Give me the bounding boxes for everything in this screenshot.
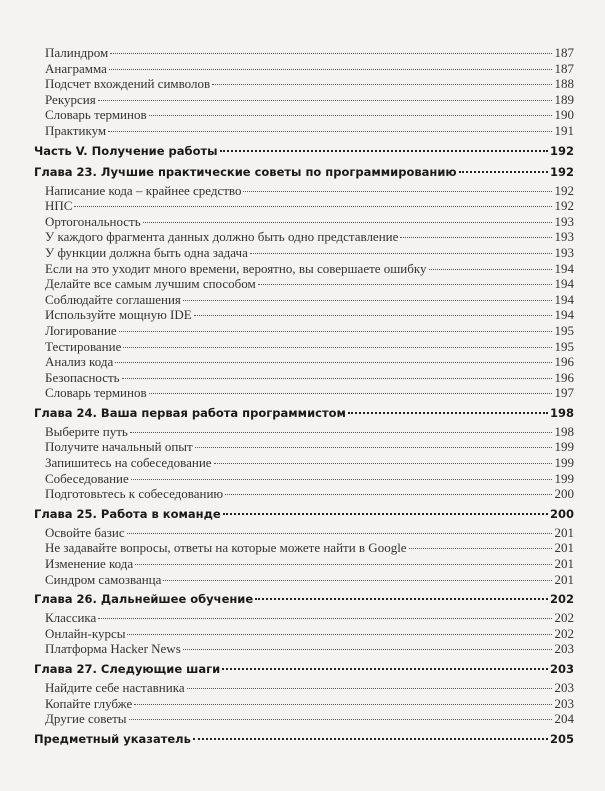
entry-title: Глава 25. Работа в команде [34, 506, 221, 521]
dot-leader [74, 206, 552, 207]
toc-section-entry [34, 370, 574, 386]
entry-page: 188 [554, 76, 574, 92]
dot-leader [109, 69, 552, 70]
dot-leader [183, 300, 552, 301]
toc-section-entry [34, 229, 574, 245]
entry-title: Подготовьтесь к собеседованию [45, 486, 224, 502]
entry-title: Соблюдайте соглашения [45, 291, 181, 307]
entry-title: Тестирование [45, 338, 122, 354]
entry-title: Ортогональность [45, 213, 141, 229]
entry-title: Получите начальный опыт [45, 439, 193, 455]
entry-page: 198 [549, 405, 574, 420]
toc-chapter-entry [34, 404, 574, 422]
toc-section-entry [34, 61, 574, 77]
entry-title: Безопасность [45, 369, 120, 385]
dot-leader [195, 447, 552, 448]
entry-page: 191 [554, 122, 574, 138]
entry-title: Другие советы [45, 711, 127, 727]
toc-section-entry [34, 45, 574, 61]
entry-title: Изменение кода [45, 556, 134, 572]
dot-leader [187, 688, 552, 689]
entry-page: 203 [554, 680, 574, 695]
dot-leader [409, 548, 552, 549]
entry-title: Часть V. Получение работы [34, 143, 218, 158]
dot-leader [127, 634, 552, 635]
entry-page: 201 [554, 524, 574, 540]
entry-title: Анализ кода [45, 354, 114, 370]
dot-leader [98, 100, 552, 101]
entry-title: Не задавайте вопросы, ответы на которые можете найти в Google [45, 540, 407, 556]
entry-page: 205 [549, 731, 574, 746]
toc-section-entry [34, 245, 574, 261]
toc-section-entry [34, 261, 574, 277]
entry-title: Освойте базис [45, 524, 125, 540]
dot-leader [258, 284, 552, 285]
toc-chapter-entry [34, 142, 574, 160]
toc-section-entry [34, 307, 574, 323]
toc-section-entry [34, 680, 574, 696]
dot-leader [212, 84, 552, 85]
entry-title: Глава 23. Лучшие практические советы по программированию [34, 164, 457, 179]
entry-title: Онлайн-курсы [45, 625, 126, 641]
entry-title: Глава 26. Дальнейшее обучение [34, 592, 254, 607]
entry-title: НПС [45, 198, 73, 214]
toc-chapter-entry [34, 163, 574, 181]
entry-title: Практикум [45, 122, 107, 138]
table-of-contents [34, 45, 574, 750]
toc-section-entry [34, 610, 574, 626]
toc-section-entry [34, 696, 574, 712]
toc-section-entry [34, 572, 574, 588]
dot-leader [222, 668, 548, 670]
entry-page: 201 [554, 571, 574, 587]
entry-page: 193 [554, 229, 574, 245]
entry-page: 200 [549, 506, 574, 521]
entry-title: Если на это уходит много времени, вероятно, вы совершаете ошибку [45, 260, 427, 276]
entry-page: 203 [549, 662, 574, 676]
dot-leader [243, 191, 552, 192]
toc-section-entry [34, 556, 574, 572]
entry-page: 192 [554, 182, 574, 198]
entry-page: 202 [554, 625, 574, 641]
entry-page: 194 [554, 307, 574, 323]
entry-page: 196 [554, 354, 574, 370]
toc-section-entry [34, 424, 574, 440]
entry-title: Используйте мощную IDE [45, 307, 192, 323]
entry-title: Делайте все самым лучшим способом [45, 276, 256, 292]
dot-leader [225, 494, 552, 495]
entry-title: Предметный указатель [34, 731, 191, 746]
toc-section-entry [34, 323, 574, 339]
entry-page: 195 [554, 338, 574, 354]
entry-page: 200 [554, 486, 574, 502]
toc-section-entry [34, 626, 574, 642]
entry-title: Найдите себе наставника [45, 680, 185, 695]
toc-section-entry [34, 525, 574, 541]
dot-leader [214, 463, 552, 464]
dot-leader [223, 513, 548, 515]
dot-leader [250, 253, 552, 254]
dot-leader [183, 649, 552, 650]
entry-title: Глава 27. Следующие шаги [34, 662, 221, 676]
toc-section-entry [34, 385, 574, 401]
toc-section-entry [34, 292, 574, 308]
entry-page: 187 [554, 60, 574, 76]
entry-title: Синдром самозванца [45, 571, 162, 587]
toc-section-entry [34, 641, 574, 657]
entry-title: Логирование [45, 322, 117, 338]
toc-section-entry [34, 76, 574, 92]
entry-page: 201 [554, 540, 574, 556]
entry-title: Собеседование [45, 470, 129, 486]
dot-leader [194, 315, 552, 316]
dot-leader [193, 738, 548, 740]
dot-leader [110, 53, 552, 54]
entry-title: Классика [45, 610, 97, 626]
toc-section-entry [34, 214, 574, 230]
toc-section-entry [34, 455, 574, 471]
dot-leader [348, 412, 548, 414]
entry-page: 201 [554, 556, 574, 572]
dot-leader [135, 564, 552, 565]
entry-title: Рекурсия [45, 91, 96, 107]
dot-leader [108, 131, 552, 132]
entry-page: 192 [554, 198, 574, 214]
dot-leader [400, 237, 552, 238]
dot-leader [255, 598, 548, 600]
toc-section-entry [34, 107, 574, 123]
dot-leader [130, 432, 552, 433]
toc-section-entry [34, 339, 574, 355]
entry-page: 190 [554, 107, 574, 123]
entry-page: 203 [554, 695, 574, 711]
dot-leader [131, 479, 552, 480]
entry-page: 193 [554, 244, 574, 260]
entry-title: Копайте глубже [45, 695, 133, 711]
entry-title: Платформа Hacker News [45, 641, 181, 657]
entry-page: 189 [554, 91, 574, 107]
dot-leader [123, 347, 552, 348]
toc-section-entry [34, 354, 574, 370]
entry-page: 198 [554, 423, 574, 439]
entry-page: 203 [554, 641, 574, 657]
entry-title: Словарь терминов [45, 385, 147, 401]
entry-page: 192 [549, 164, 574, 179]
dot-leader [134, 704, 552, 705]
toc-section-entry [34, 123, 574, 139]
toc-section-entry [34, 711, 574, 727]
dot-leader [163, 580, 552, 581]
entry-page: 193 [554, 213, 574, 229]
toc-chapter-entry [34, 590, 574, 608]
entry-title: Словарь терминов [45, 107, 147, 123]
dot-leader [127, 533, 552, 534]
toc-chapter-entry [34, 730, 574, 748]
dot-leader [149, 393, 552, 394]
toc-section-entry [34, 540, 574, 556]
entry-title: Глава 24. Ваша первая работа программистом [34, 405, 346, 420]
toc-section-entry [34, 439, 574, 455]
entry-page: 199 [554, 439, 574, 455]
entry-title: Выберите путь [45, 423, 128, 439]
dot-leader [459, 171, 548, 173]
dot-leader [429, 269, 552, 270]
entry-title: У функции должна быть одна задача [45, 244, 248, 260]
dot-leader [220, 150, 548, 152]
entry-page: 192 [549, 143, 574, 158]
toc-section-entry [34, 92, 574, 108]
entry-page: 199 [554, 455, 574, 471]
dot-leader [129, 719, 552, 720]
entry-title: Запишитесь на собеседование [45, 455, 212, 471]
toc-section-entry [34, 486, 574, 502]
toc-chapter-entry [34, 505, 574, 523]
entry-title: Написание кода – крайнее средство [45, 182, 242, 198]
entry-page: 202 [554, 610, 574, 626]
entry-title: Подсчет вхождений символов [45, 76, 211, 92]
toc-chapter-entry [34, 660, 574, 678]
entry-page: 187 [554, 45, 574, 60]
entry-title: Анаграмма [45, 60, 107, 76]
toc-section-entry [34, 183, 574, 199]
entry-page: 195 [554, 322, 574, 338]
toc-section-entry [34, 471, 574, 487]
entry-page: 194 [554, 276, 574, 292]
entry-title: У каждого фрагмента данных должно быть одно представление [45, 229, 399, 245]
entry-page: 204 [554, 711, 574, 727]
entry-page: 196 [554, 369, 574, 385]
entry-page: 197 [554, 385, 574, 401]
dot-leader [149, 115, 552, 116]
entry-page: 194 [554, 291, 574, 307]
toc-section-entry [34, 276, 574, 292]
dot-leader [115, 362, 552, 363]
entry-page: 194 [554, 260, 574, 276]
entry-page: 202 [549, 592, 574, 607]
entry-page: 199 [554, 470, 574, 486]
dot-leader [122, 378, 552, 379]
toc-section-entry [34, 198, 574, 214]
dot-leader [119, 331, 552, 332]
entry-title: Палиндром [45, 45, 109, 60]
dot-leader [98, 618, 552, 619]
dot-leader [143, 222, 552, 223]
